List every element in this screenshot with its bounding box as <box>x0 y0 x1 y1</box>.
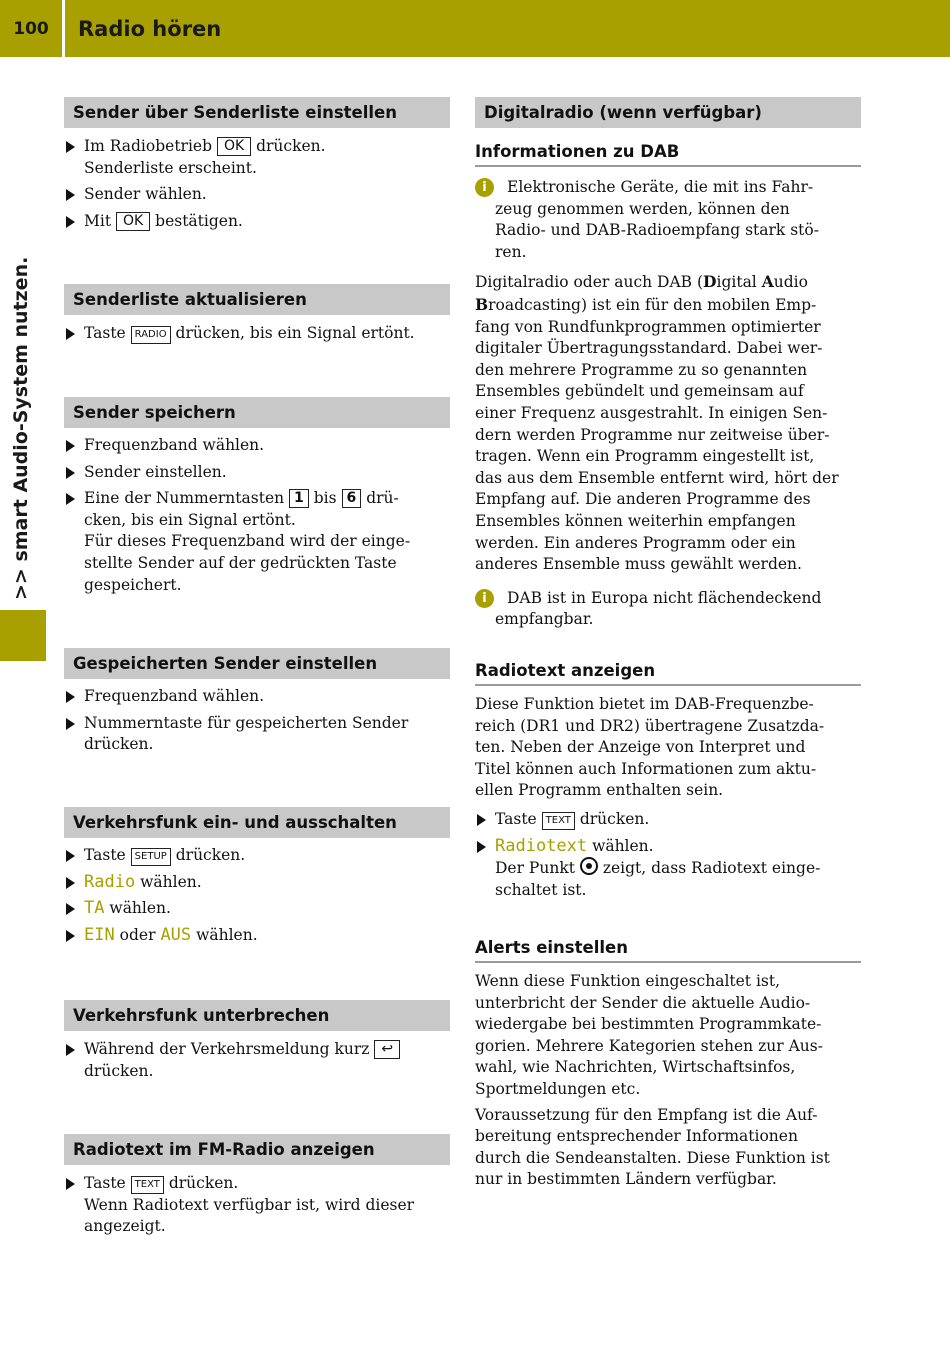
display-text: Radio <box>84 871 136 892</box>
arrow-icon <box>66 467 75 479</box>
section-sender-speichern <box>64 397 450 596</box>
back-key-icon: ↩ <box>374 1040 400 1059</box>
section-alerts-einstellen <box>475 938 861 1191</box>
info-note: i DAB ist in Europa nicht flächendeckend empfangbar. <box>475 588 861 631</box>
step-item: Taste TEXT drücken. <box>475 809 861 831</box>
section-sender-liste <box>64 97 450 232</box>
step-item: Taste TEXT drücken. Wenn Radiotext verfügbar ist, wird dieser angezeigt. <box>64 1173 450 1238</box>
subsection-heading: Radiotext anzeigen <box>475 661 861 686</box>
section-senderliste-aktualisieren <box>64 284 450 345</box>
subsection-heading: Informationen zu DAB <box>475 142 861 167</box>
info-icon: i <box>475 589 494 608</box>
step-item: TA wählen. <box>64 898 450 920</box>
arrow-icon <box>477 814 486 826</box>
paragraph: Voraussetzung für den Empfang ist die Auf- bereitung entsprechender Informationen durch die Sendeanstalten. Diese Funktion ist nur in bestimmten Ländern verfügbar. <box>475 1105 830 1189</box>
step-item: Sender wählen. <box>64 184 450 206</box>
arrow-icon <box>66 189 75 201</box>
ok-key-icon: OK <box>217 137 251 156</box>
side-tab-marker <box>0 610 46 661</box>
text-key-icon: TEXT <box>131 1176 164 1194</box>
section-radiotext-fm <box>64 1134 450 1238</box>
text-key-icon: TEXT <box>542 812 575 830</box>
step-item: Während der Verkehrsmeldung kurz ↩ drücken. <box>64 1039 450 1082</box>
step-item: Taste RADIO drücken, bis ein Signal ertönt. <box>64 323 450 345</box>
number-key-6-icon: 6 <box>342 489 362 508</box>
paragraph: Wenn diese Funktion eingeschaltet ist, unterbricht der Sender die aktuelle Audio- wiedergabe bei bestimmten Programmkate- gorien. Mehrere Kategorien stehen zur Aus- wahl, wie Nachrichten, Wirtschaftsinfos, Sportmeldungen etc. <box>475 972 823 1098</box>
info-note: i Elektronische Geräte, die mit ins Fahr- zeug genommen werden, können den Radio- und DAB-Radioempfang stark stö- ren. <box>475 177 861 263</box>
display-text: TA <box>84 898 105 919</box>
section-heading: Digitalradio (wenn verfügbar) <box>475 97 861 128</box>
step-item: Sender einstellen. <box>64 462 450 484</box>
arrow-icon <box>477 841 486 853</box>
arrow-icon <box>66 440 75 452</box>
section-heading: Gespeicherten Sender einstellen <box>64 648 450 679</box>
section-heading: Senderliste aktualisieren <box>64 284 450 315</box>
arrow-icon <box>66 493 75 505</box>
arrow-icon <box>66 691 75 703</box>
page-number: 100 <box>13 18 49 39</box>
step-item: Im Radiobetrieb OK drücken. Senderliste erscheint. <box>64 136 450 179</box>
section-digitalradio <box>475 97 861 128</box>
display-text: EIN <box>84 924 115 945</box>
step-item: Radio wählen. <box>64 872 450 894</box>
display-text: AUS <box>160 924 192 945</box>
section-heading: Verkehrsfunk ein- und ausschalten <box>64 807 450 838</box>
number-key-1-icon: 1 <box>289 489 309 508</box>
paragraph: Diese Funktion bietet im DAB-Frequenzbe- reich (DR1 und DR2) übertragene Zusatzda- ten. Neben der Anzeige von Interpret und Titel können auch Informationen zum aktu- ellen Programm enthalten sein. <box>475 695 825 800</box>
section-heading: Sender speichern <box>64 397 450 428</box>
step-item: Taste SETUP drücken. <box>64 845 450 867</box>
section-heading: Verkehrsfunk unterbrechen <box>64 1000 450 1031</box>
step-item: Nummerntaste für gespeicherten Sender drücken. <box>64 713 450 756</box>
subsection-heading: Alerts einstellen <box>475 938 861 963</box>
side-chapter-label: >> smart Audio-System nutzen. <box>10 256 32 600</box>
arrow-icon <box>66 216 75 228</box>
step-item: Mit OK bestätigen. <box>64 211 450 233</box>
ok-key-icon: OK <box>116 212 150 231</box>
display-text: Radiotext <box>495 835 588 856</box>
arrow-icon <box>66 328 75 340</box>
paragraph: Digitalradio oder auch DAB (Digital Audio Broadcasting) ist ein für den mobilen Emp- fang von Rundfunkprogrammen optimierter digitaler Übertragungsstandard. Dabei wer- den mehrere Programme zu so genannten Ensembles gebündelt und gemeinsam auf einer Frequenz ausgestrahlt. In einigen Sen- dern werden Programme nur zeitweise über- tragen. Wenn ein Programm eingestellt ist, das aus dem Ensemble entfernt wird, hört der Empfang auf. Die anderen Programme des Ensembles können weiterhin empfangen werden. Ein anderes Programm oder ein anderes Ensemble muss gewählt werden. <box>475 272 839 574</box>
step-item: EIN oder AUS wählen. <box>64 925 450 947</box>
section-heading: Radiotext im FM-Radio anzeigen <box>64 1134 450 1165</box>
info-icon: i <box>475 178 494 197</box>
active-dot-icon <box>580 857 598 875</box>
arrow-icon <box>66 850 75 862</box>
step-item: Eine der Nummerntasten 1 bis 6 drü- cken, bis ein Signal ertönt. Für dieses Frequenzband wird der einge- stellte Sender auf der gedrückten Taste gespeichert. <box>64 488 450 596</box>
arrow-icon <box>66 930 75 942</box>
section-heading: Sender über Senderliste einstellen <box>64 97 450 128</box>
arrow-icon <box>66 877 75 889</box>
section-radiotext-anzeigen <box>475 661 861 901</box>
radio-key-icon: RADIO <box>131 326 171 344</box>
arrow-icon <box>66 903 75 915</box>
arrow-icon <box>66 141 75 153</box>
setup-key-icon: SETUP <box>131 848 171 866</box>
step-item: Radiotext wählen. Der Punkt zeigt, dass Radiotext einge- schaltet ist. <box>475 836 861 902</box>
section-verkehrsfunk-ein-aus <box>64 807 450 946</box>
arrow-icon <box>66 1044 75 1056</box>
step-item: Frequenzband wählen. <box>64 435 450 457</box>
arrow-icon <box>66 718 75 730</box>
step-item: Frequenzband wählen. <box>64 686 450 708</box>
section-gespeicherten-sender <box>64 648 450 756</box>
section-verkehrsfunk-unterbrechen <box>64 1000 450 1082</box>
section-informationen-dab <box>475 142 861 631</box>
arrow-icon <box>66 1178 75 1190</box>
header-divider <box>62 0 65 57</box>
page-title: Radio hören <box>78 16 222 41</box>
